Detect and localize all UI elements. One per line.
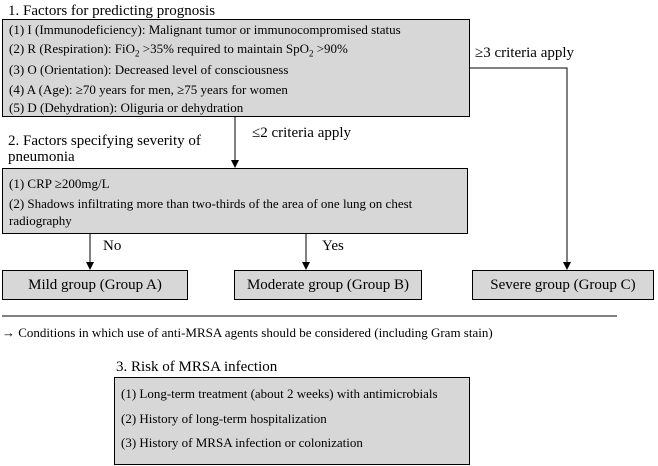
respiration-sub-1: 2 <box>135 48 140 59</box>
no-label: No <box>103 238 122 254</box>
mrsa-note: → Conditions in which use of anti-MRSA agents should be considered (including Gram stain) <box>2 325 493 340</box>
prognosis-item-immunodeficiency: (1) I (Immunodeficiency): Malignant tumor or immunocompromised status <box>9 22 401 37</box>
mrsa-item-long-term-treatment: (1) Long-term treatment (about 2 weeks) with antimicrobials <box>121 386 438 401</box>
mild-group-box: Mild group (Group A) <box>2 270 188 300</box>
respiration-text-end: >90% <box>313 41 348 56</box>
section3-heading: 3. Risk of MRSA infection <box>116 359 278 375</box>
prognosis-item-orientation: (3) O (Orientation): Decreased level of consciousness <box>9 62 289 77</box>
mrsa-item-mrsa-history: (3) History of MRSA infection or colonization <box>121 435 363 450</box>
prognosis-item-dehydration: (5) D (Dehydration): Oliguria or dehydration <box>9 100 244 115</box>
respiration-text-mid: >35% required to maintain SpO <box>139 41 309 56</box>
severity-item-shadows: (2) Shadows infiltrating more than two-thirds of the area of one lung on chest radiography <box>9 196 413 228</box>
yes-label: Yes <box>322 238 344 254</box>
severe-connector <box>470 68 567 269</box>
respiration-text-start: (2) R (Respiration): FiO <box>9 41 136 56</box>
severe-group-box: Severe group (Group C) <box>472 270 654 300</box>
respiration-sub-2: 2 <box>308 48 314 59</box>
severity-item-crp: (1) CRP ≥200mg/L <box>9 176 110 191</box>
criteria-3-label: ≥3 criteria apply <box>475 45 575 61</box>
prognosis-item-age: (4) A (Age): ≥70 years for men, ≥75 years for women <box>9 82 288 97</box>
section2-heading-line2: pneumonia <box>8 149 75 165</box>
moderate-group-box: Moderate group (Group B) <box>234 270 422 300</box>
criteria-2-label: ≤2 criteria apply <box>252 125 352 141</box>
mrsa-item-hospitalization: (2) History of long-term hospitalization <box>121 411 327 426</box>
section2-heading-line1: 2. Factors specifying severity of <box>8 133 201 149</box>
section1-heading: 1. Factors for predicting prognosis <box>8 3 216 19</box>
